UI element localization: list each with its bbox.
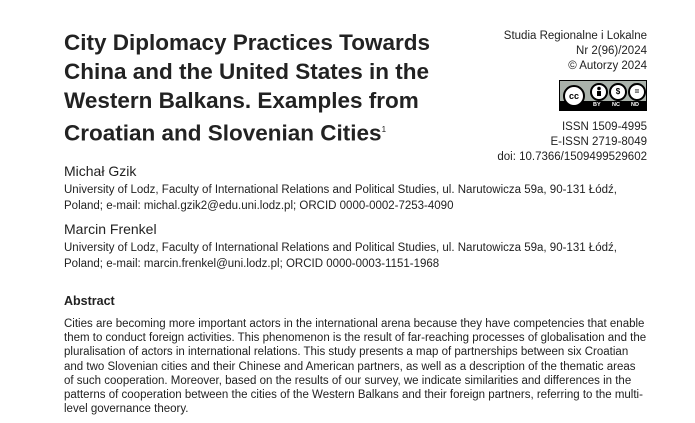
eissn: E-ISSN 2719-8049 bbox=[550, 136, 647, 148]
person-icon bbox=[590, 83, 608, 101]
journal-meta bbox=[447, 29, 647, 165]
abstract-text: Cities are becoming more important actors in the international arena because they have competencies that enable them to conduct foreign activities. This phenomenon is the result of far-reaching processes of globalisation and the pluralisation of actors in international relations. This study presents a map of partnerships between six Croatian and two Slovenian cities and their Chinese and American partners, as well as a description of the thematic areas of such cooperation. Moreover, based on the results of our survey, we indicate similarities and differences in the patterns of cooperation between the cities of the Western Balkans and their foreign partners, referring to the multi-level governance theory. bbox=[64, 318, 647, 416]
license-nd-label: ND bbox=[631, 102, 639, 108]
journal-issue: Nr 2(96)/2024 bbox=[576, 45, 647, 57]
author-name: Marcin Frenkel bbox=[64, 221, 157, 237]
license-nc-label: NC bbox=[612, 102, 620, 108]
doi-link[interactable]: doi: 10.7366/1509499529602 bbox=[497, 151, 647, 163]
journal-copyright: © Autorzy 2024 bbox=[568, 60, 647, 72]
paper-title bbox=[64, 28, 474, 148]
noncommercial-icon: $ bbox=[609, 83, 627, 101]
abstract-heading: Abstract bbox=[64, 294, 115, 308]
author-name: Michał Gzik bbox=[64, 163, 137, 179]
author-affiliation: University of Lodz, Faculty of International Relations and Political Studies, ul. Narutowicza 59a, 90-131 Łódź, Poland; e-mail: marcin.frenkel@uni.lodz.pl; ORCID 0000-0003-1151-1968 bbox=[64, 242, 617, 270]
author-affiliation: University of Lodz, Faculty of International Relations and Political Studies, ul. Narutowicza 59a, 90-131 Łódź, Poland; e-mail: michal.gzik2@edu.uni.lodz.pl; ORCID 0000-0002-7253-4090 bbox=[64, 184, 617, 212]
license-by-label: BY bbox=[593, 102, 601, 108]
noderivs-icon: = bbox=[628, 83, 646, 101]
cc-license-badge bbox=[559, 80, 647, 111]
title-text: City Diplomacy Practices Towards China and the United States in the Western Balkans. Examples from Croatian and Slovenian Cities bbox=[64, 30, 430, 146]
cc-logo-icon: cc bbox=[563, 85, 585, 107]
issn: ISSN 1509-4995 bbox=[561, 121, 647, 133]
journal-name: Studia Regionalne i Lokalne bbox=[503, 30, 647, 42]
title-footnote-marker: 1 bbox=[381, 125, 387, 134]
